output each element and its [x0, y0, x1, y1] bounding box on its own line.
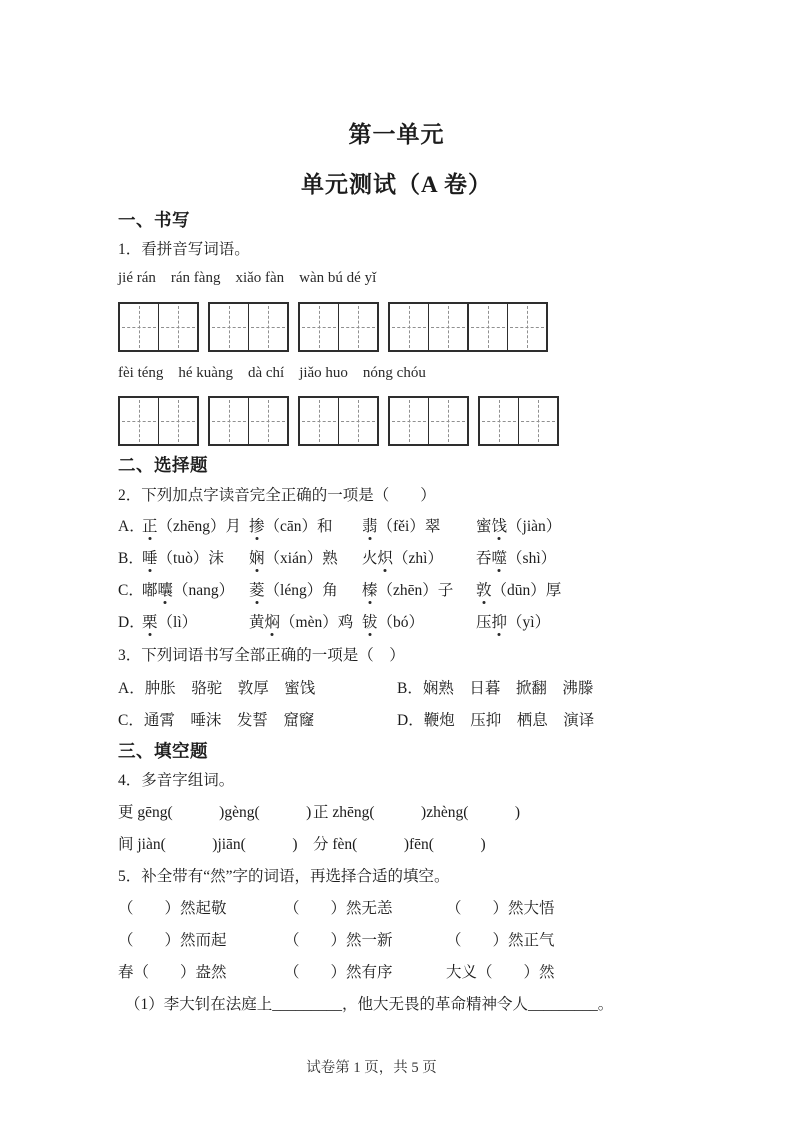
page-subtitle: 单元测试（A 卷） [300, 172, 493, 197]
plain-text: （mèn）鸡 [280, 614, 354, 631]
writing-grid-group [208, 396, 289, 446]
writing-grid-cell [338, 398, 377, 444]
q2-option-label: C． [118, 582, 144, 599]
q4-item-geng: 更 gēng( )gèng( ) [118, 804, 312, 821]
q5-blank-word: （ ）然无恙 [284, 900, 393, 917]
dotted-character: 唾 [142, 550, 158, 567]
writing-grid-group [298, 396, 379, 446]
plain-text: （fěi）翠 [377, 518, 441, 535]
plain-text: （zhēn）子 [377, 582, 454, 599]
q2-option-item [142, 548, 224, 569]
q1-pinyin-row2: fèi téng hé kuàng dà chí jiǎo huo nóng chóu [118, 365, 426, 381]
q2-option-item [249, 580, 338, 601]
writing-grid-group [118, 396, 199, 446]
q4-stem: 4．多音字组词。 [118, 772, 235, 789]
writing-grid-cell [428, 304, 467, 350]
q2-option-row-b [118, 548, 738, 570]
q5-blank-word: （ ）然一新 [284, 932, 393, 949]
writing-grid-cell [467, 304, 507, 350]
plain-text: （xián）熟 [264, 550, 338, 567]
dotted-character: 榛 [362, 582, 378, 599]
q5-blank-word: 春（ ）盎然 [118, 964, 227, 981]
dotted-character: 抑 [491, 614, 508, 631]
q2-option-item [362, 516, 440, 537]
q3-option-c: C．通霄 唾沫 发誓 窟窿 [118, 712, 315, 729]
plain-text: （léng）角 [264, 582, 338, 599]
writing-grid-group [298, 302, 379, 352]
q2-option-item [142, 580, 234, 601]
plain-text: 嘟 [142, 582, 158, 599]
plain-text: 蜜 [476, 518, 492, 535]
plain-text: 压 [476, 614, 492, 631]
plain-text: （shì） [507, 550, 557, 567]
dotted-character: 菱 [249, 582, 265, 599]
q2-option-item [476, 612, 550, 633]
q4-item-jian: 间 jiàn( )jiān( ) [118, 836, 298, 853]
q5-blank-word: 大义（ ）然 [446, 964, 555, 981]
writing-grid-cell [210, 398, 248, 444]
q2-stem: 2．下列加点字读音完全正确的一项是（ ） [118, 487, 436, 504]
section-heading-choice: 二、选择题 [118, 455, 208, 475]
plain-text: （jiàn） [507, 518, 562, 535]
plain-text: 火 [362, 550, 378, 567]
q4-item-zheng: 正 zhēng( )zhèng( ) [313, 804, 521, 821]
q4-item-fen: 分 fèn( )fēn( ) [313, 836, 486, 853]
dotted-character: 噬 [491, 550, 508, 567]
q4-row-1 [118, 802, 738, 824]
dotted-character: 正 [142, 518, 158, 535]
writing-grid-group [118, 302, 199, 352]
section-heading-fill: 三、填空题 [118, 741, 208, 761]
dotted-character: 掺 [249, 518, 265, 535]
q1-writing-grid-row1 [118, 302, 548, 352]
plain-text: （yì） [507, 614, 551, 631]
dotted-character: 饯 [491, 518, 508, 535]
writing-grid-cell [120, 304, 158, 350]
writing-grid-cell [158, 304, 197, 350]
q2-option-item [249, 548, 338, 569]
q5-blank-word: （ ）然起敬 [118, 900, 227, 917]
dotted-character: 钹 [362, 614, 378, 631]
writing-grid-group [388, 396, 469, 446]
writing-grid-group [208, 302, 289, 352]
dotted-character: 囔 [157, 582, 174, 599]
dotted-character: 敦 [476, 582, 492, 599]
page-title: 第一单元 [348, 122, 445, 147]
q5-blank-word: （ ）然有序 [284, 964, 393, 981]
plain-text: （cān）和 [264, 518, 333, 535]
q2-option-row-a [118, 516, 738, 538]
q2-option-row-d [118, 612, 738, 634]
writing-grid-cell [518, 398, 557, 444]
writing-grid-cell [248, 398, 287, 444]
writing-grid-cell [507, 304, 546, 350]
dotted-character: 炽 [377, 550, 394, 567]
writing-grid-cell [120, 398, 158, 444]
dotted-character: 娴 [249, 550, 265, 567]
q2-option-item [362, 548, 443, 569]
q5-blank-word: （ ）然正气 [446, 932, 555, 949]
writing-grid-group [388, 302, 548, 352]
writing-grid-cell [210, 304, 248, 350]
dotted-character: 焖 [264, 614, 281, 631]
writing-grid-cell [480, 398, 518, 444]
q2-option-item [249, 612, 353, 633]
q1-writing-grid-row2 [118, 396, 559, 446]
q3-stem: 3．下列词语书写全部正确的一项是（ ） [118, 647, 405, 664]
plain-text: （dūn）厚 [491, 582, 562, 599]
q5-row-2 [118, 930, 738, 952]
writing-grid-cell [248, 304, 287, 350]
q2-option-label: D． [118, 614, 145, 631]
q3-option-d: D．鞭炮 压抑 栖息 演译 [397, 712, 595, 729]
writing-grid-cell [390, 304, 428, 350]
writing-grid-group [478, 396, 559, 446]
plain-text: （zhì） [393, 550, 443, 567]
q3-option-a: A．肿胀 骆驼 敦厚 蜜饯 [118, 680, 316, 697]
plain-text: 黄 [249, 614, 265, 631]
q2-option-item [362, 580, 453, 601]
writing-grid-cell [390, 398, 428, 444]
q2-option-item [362, 612, 424, 633]
q2-option-item [142, 612, 197, 633]
q1-pinyin-row1: jié rán rán fàng xiǎo fàn wàn bú dé yǐ [118, 270, 377, 286]
q5-blank-word: （ ）然大悟 [446, 900, 555, 917]
q2-option-label: B． [118, 550, 144, 567]
q2-option-item [476, 580, 561, 601]
q2-option-row-c [118, 580, 738, 602]
q1-stem: 1．看拼音写词语。 [118, 241, 250, 258]
section-heading-writing: 一、书写 [118, 210, 190, 230]
writing-grid-cell [300, 304, 338, 350]
q2-option-item [142, 516, 241, 537]
writing-grid-cell [338, 304, 377, 350]
writing-grid-cell [300, 398, 338, 444]
plain-text: （lì） [157, 614, 198, 631]
plain-text: （zhēng）月 [157, 518, 242, 535]
q4-row-2 [118, 834, 738, 856]
plain-text: 吞 [476, 550, 492, 567]
q5-sub-question-1: （1）李大钊在法庭上_________，他大无畏的革命精神令人_________。 [125, 996, 614, 1013]
dotted-character: 翡 [362, 518, 378, 535]
q3-option-b: B．娴熟 日暮 掀翻 沸滕 [397, 680, 594, 697]
q3-option-row-1 [118, 678, 738, 700]
q5-row-3 [118, 962, 738, 984]
q2-option-label: A． [118, 518, 145, 535]
page-number-footer: 试卷第 1 页，共 5 页 [306, 1060, 437, 1076]
q5-stem: 5．补全带有“然”字的词语，再选择合适的填空。 [118, 868, 450, 885]
q2-option-item [476, 548, 556, 569]
q3-option-row-2 [118, 710, 738, 732]
writing-grid-cell [158, 398, 197, 444]
dotted-character: 栗 [142, 614, 158, 631]
q2-option-item [249, 516, 333, 537]
plain-text: （nang） [173, 582, 235, 599]
plain-text: （bó） [377, 614, 425, 631]
q2-option-item [476, 516, 561, 537]
q5-blank-word: （ ）然而起 [118, 932, 227, 949]
q5-row-1 [118, 898, 738, 920]
writing-grid-cell [428, 398, 467, 444]
plain-text: （tuò）沫 [157, 550, 224, 567]
